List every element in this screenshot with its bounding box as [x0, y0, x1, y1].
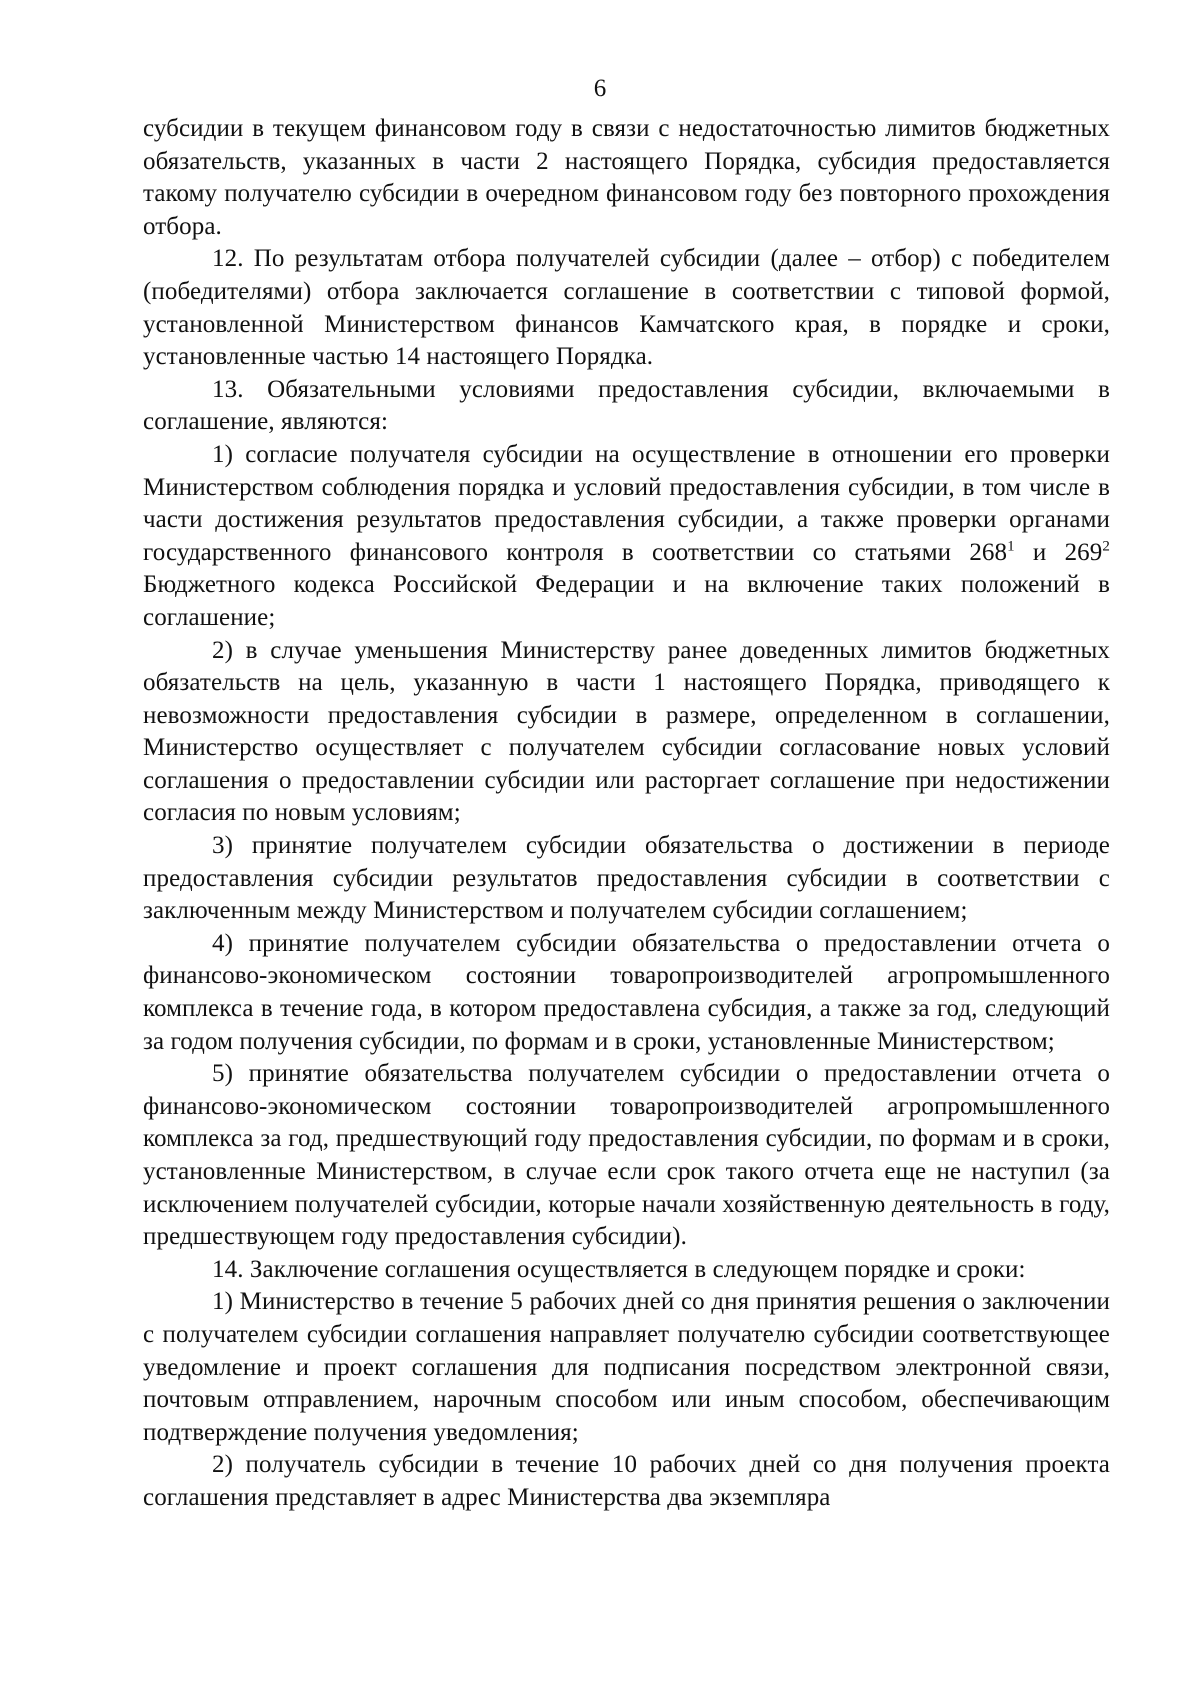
paragraph-continuation: субсидии в текущем финансовом году в связи с недостаточностью лимитов бюджетных обязательств, указанных в части 2 настоящего Порядка, субсидия предоставляется такому получателю субсидии в очередном финансовом году без повторного прохождения отбора.	[143, 115, 1110, 240]
item-1-text-before: 1) согласие получателя субсидии на осуществление в отношении его проверки Министерством соблюдения порядка и условий предоставления субсидии, в том числе в части достижения результатов предоставления субсидии, а также проверки органами государственного финансового контроля в соответствии со статьями 268	[143, 440, 1110, 566]
paragraph-14: 14. Заключение соглашения осуществляется в следующем порядке и сроки:	[212, 1255, 1026, 1283]
paragraph-13: 13. Обязательными условиями предоставления субсидии, включаемыми в соглашение, являются:	[143, 375, 1110, 436]
document-body	[143, 113, 1110, 1515]
paragraph-13-item-3: 3) принятие получателем субсидии обязательства о достижении в периоде предоставления субсидии результатов предоставления субсидии в соответствии с заключенным между Министерством и получателем субсидии соглашением;	[143, 832, 1110, 925]
item-1-text-middle: и 269	[1014, 538, 1103, 566]
paragraph-13-item-1	[143, 439, 1110, 635]
paragraph-13-item-4: 4) принятие получателем субсидии обязательства о предоставлении отчета о финансово-экономическом состоянии товаропроизводителей агропромышленного комплекса в течение года, в котором предоставлена субсидия, а также за год, следующий за годом получения субсидии, по формам и в сроки, установленные Министерством;	[143, 929, 1110, 1055]
superscript-2: 2	[1102, 538, 1110, 555]
paragraph-14-item-2: 2) получатель субсидии в течение 10 рабочих дней со дня получения проекта соглашения представляет в адрес Министерства два экземпляра	[143, 1451, 1110, 1511]
paragraph-13-item-2: 2) в случае уменьшения Министерству ранее доведенных лимитов бюджетных обязательств на цель, указанную в части 1 настоящего Порядка, приводящего к невозможности предоставления субсидии в размере, определенном в соглашении, Министерство осуществляет с получателем субсидии согласование новых условий соглашения о предоставлении субсидии или расторгает соглашение при недостижении согласия по новым условиям;	[143, 636, 1110, 827]
superscript-1: 1	[1007, 538, 1015, 555]
paragraph-12: 12. По результатам отбора получателей субсидии (далее – отбор) с победителем (победителями) отбора заключается соглашение в соответствии с типовой формой, установленной Министерством финансов Камчатского края, в порядке и сроки, установленные частью 14 настоящего Порядка.	[143, 245, 1110, 371]
paragraph-13-item-5: 5) принятие обязательства получателем субсидии о предоставлении отчета о финансово-экономическом состоянии товаропроизводителей агропромышленного комплекса за год, предшествующий году предоставления субсидии, по формам и в сроки, установленные Министерством, в случае если срок такого отчета еще не наступил (за исключением получателей субсидии, которые начали хозяйственную деятельность в году, предшествующем году предоставления субсидии).	[143, 1060, 1110, 1251]
item-1-text-after: Бюджетного кодекса Российской Федерации и на включение таких положений в соглашение;	[143, 571, 1110, 631]
paragraph-14-item-1: 1) Министерство в течение 5 рабочих дней со дня принятия решения о заключении с получателем субсидии соглашения направляет получателю субсидии соответствующее уведомление и проект соглашения для подписания посредством электронной связи, почтовым отправлением, нарочным способом или иным способом, обеспечивающим подтверждение получения уведомления;	[143, 1288, 1110, 1446]
page-number: 6	[593, 75, 607, 102]
